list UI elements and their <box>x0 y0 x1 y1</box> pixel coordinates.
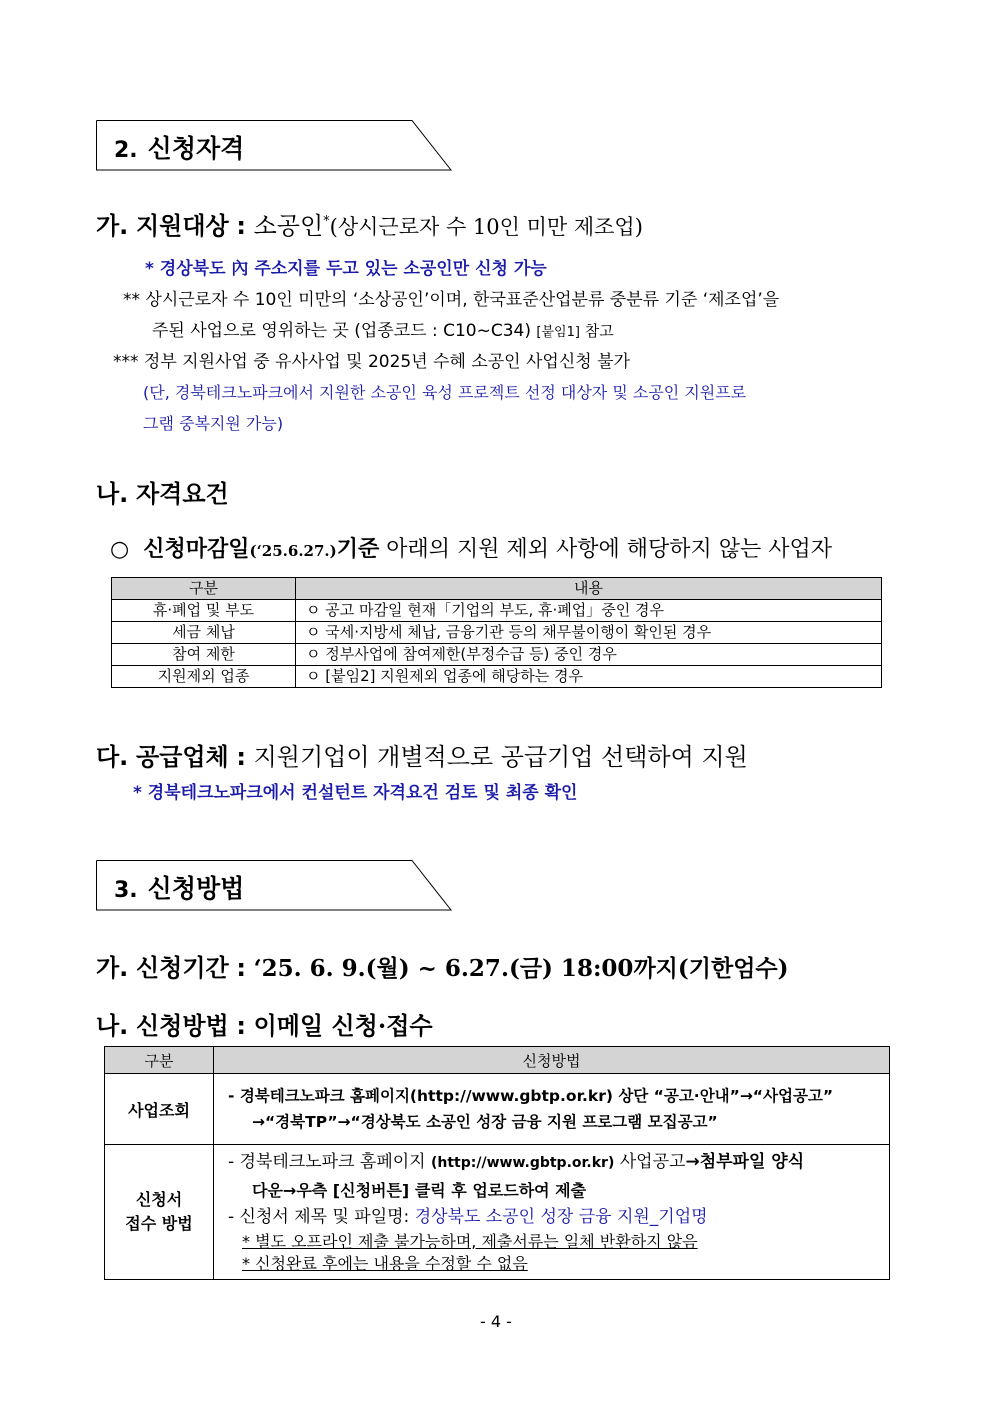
table-header-row <box>112 578 882 600</box>
lookup-path-line1: - 경북테크노파크 홈페이지(http://www.gbtp.or.kr) 상단 “공고·안내”→“사업공고” <box>228 1087 834 1105</box>
heading-supplier: 다. 공급업체 : 지원기업이 개별적으로 공급기업 선택하여 지원 <box>96 743 748 771</box>
application-method-table <box>104 1046 890 1280</box>
note-industry-code: 주된 사업으로 영위하는 곳 (업종코드 : C10~C34) [붙임1] 참고 <box>152 321 614 341</box>
submission-line3: - 신청서 제목 및 파일명: 경상북도 소공인 성장 금융 지원_기업명 <box>228 1207 708 1227</box>
table-header-category: 구분 <box>112 578 296 600</box>
table-row: 휴·폐업 및 부도 ㅇ 공고 마감일 현재「기업의 부도, 휴·폐업」중인 경우 <box>112 600 882 622</box>
section-title: 신청방법 <box>147 874 245 903</box>
note-consultant-check: * 경북테크노파크에서 컨설턴트 자격요건 검토 및 최종 확인 <box>133 783 578 803</box>
table-row: 신청서 접수 방법 - 경북테크노파크 홈페이지 (http://www.gbtp.or.kr) 사업공고→첨부파일 양식 다운→우측 [신청버튼] 클릭 후 업로드하여 제출 - 신청서 제목 및 파일명: 경상북도 소공인 성장 금융 지원_기업명 * 별도 오프라인 제출 불가능하며, 제출서류는 일체 반환하지 않음 * 신청완료 후에는 내용을 수정할 수 없음 <box>105 1145 890 1280</box>
section-2-header <box>96 120 451 170</box>
note-duplicate-restriction: *** 정부 지원사업 중 유사사업 및 2025년 수혜 소공인 사업신청 불가 <box>113 352 630 372</box>
lookup-path-line2: →“경북TP”→“경상북도 소공인 성장 금융 지원 프로그램 모집공고” <box>252 1113 718 1131</box>
table-row: 참여 제한 ㅇ 정부사업에 참여제한(부정수급 등) 중인 경우 <box>112 644 882 666</box>
table-header-method: 신청방법 <box>214 1047 890 1074</box>
table-header-category: 구분 <box>105 1047 214 1074</box>
submission-line1: - 경북테크노파크 홈페이지 (http://www.gbtp.or.kr) 사업공고→첨부파일 양식 <box>228 1152 805 1172</box>
section-title: 신청자격 <box>147 134 245 163</box>
section-number: 3. <box>114 878 138 903</box>
page-number: - 4 - <box>480 1312 512 1331</box>
exclusion-table <box>111 577 882 688</box>
eligibility-criteria: ○ 신청마감일(‘25.6.27.)기준 아래의 지원 제외 사항에 해당하지 않는 사업자 <box>110 536 833 562</box>
submission-note-no-edit: * 신청완료 후에는 내용을 수정할 수 없음 <box>242 1254 528 1273</box>
note-exception-1: (단, 경북테크노파크에서 지원한 소공인 육성 프로젝트 선정 대상자 및 소공인 지원프로 <box>143 383 747 402</box>
table-row: 세금 체납 ㅇ 국세·지방세 체납, 금융기관 등의 채무불이행이 확인된 경우 <box>112 622 882 644</box>
section-number: 2. <box>114 138 138 163</box>
heading-application-method: 나. 신청방법 : 이메일 신청·접수 <box>96 1011 433 1040</box>
table-row: 사업조회 - 경북테크노파크 홈페이지(http://www.gbtp.or.kr) 상단 “공고·안내”→“사업공고” →“경북TP”→“경상북도 소공인 성장 금융 지원 프로그램 모집공고” <box>105 1074 890 1145</box>
submission-line2: 다운→우측 [신청버튼] 클릭 후 업로드하여 제출 <box>252 1181 587 1200</box>
heading-application-period: 가. 신청기간 : ‘25. 6. 9.(월) ~ 6.27.(금) 18:00까지(기한엄수) <box>96 954 789 982</box>
submission-note-offline: * 별도 오프라인 제출 불가능하며, 제출서류는 일체 반환하지 않음 <box>242 1232 698 1251</box>
note-employee-count: ** 상시근로자 수 10인 미만의 ‘소상공인’이며, 한국표준산업분류 중분류 기준 ‘제조업’을 <box>123 290 780 310</box>
table-row: 지원제외 업종 ㅇ [붙임2] 지원제외 업종에 해당하는 경우 <box>112 666 882 688</box>
note-gyeongbuk-only: * 경상북도 內 주소지를 두고 있는 소공인만 신청 가능 <box>145 259 547 279</box>
table-header-row <box>105 1047 890 1074</box>
note-exception-2: 그램 중복지원 가능) <box>143 414 284 433</box>
heading-support-target: 가. 지원대상 : 소공인*(상시근로자 수 10인 미만 제조업) <box>96 212 643 240</box>
heading-eligibility: 나. 자격요건 <box>96 480 229 508</box>
section-3-header <box>96 860 451 910</box>
table-header-content: 내용 <box>296 578 882 600</box>
